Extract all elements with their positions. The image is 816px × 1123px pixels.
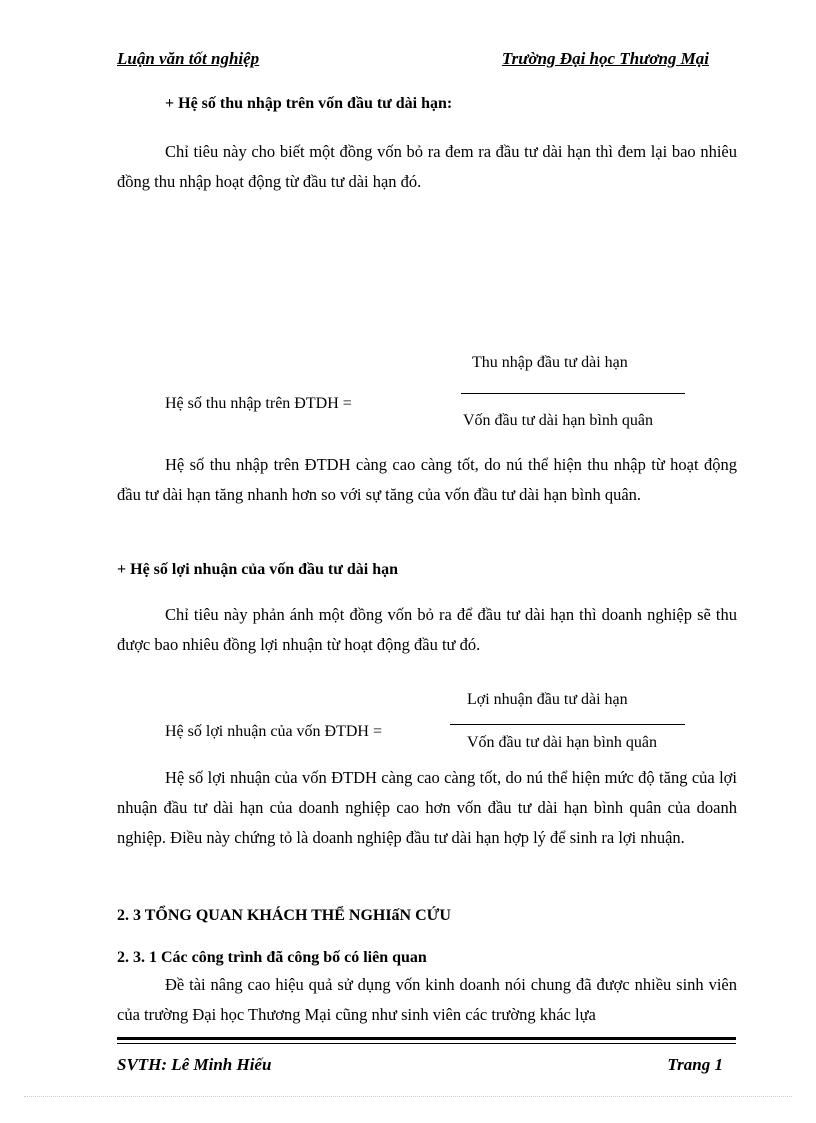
formula1-denominator: Vốn đầu tư dài hạn bình quân [463,412,653,429]
footer-page-number: Trang 1 [667,1055,723,1074]
section-heading-profit-ratio: + Hệ số lợi nhuận của vốn đầu tư dài hạn [117,561,398,578]
paragraph-text: Chỉ tiêu này cho biết một đồng vốn bỏ ra đem ra đầu tư dài hạn thì đem lại bao nhiêu đồng thu nhập hoạt động từ đầu tư dài hạn đó. [117,142,737,191]
header-left-title: Luận văn tốt nghiệp [117,49,260,68]
section-heading-overview: 2. 3 TỔNG QUAN KHÁCH THỂ NGHIấN CỨU [117,907,451,924]
formula2-numerator: Lợi nhuận đầu tư dài hạn [467,691,628,708]
formula2-label: Hệ số lợi nhuận của vốn ĐTDH = [165,723,382,740]
footer-rule-thin [117,1043,736,1044]
formula2-fraction-line [450,724,685,725]
paragraph-published-works [117,970,737,1030]
paragraph-text: Hệ số lợi nhuận của vốn ĐTDH càng cao càng tốt, do nú thể hiện mức độ tăng của lợi nhuận đầu tư dài hạn của doanh nghiệp cao hơn vốn đầu tư dài hạn bình quân của doanh nghiệp. Điều này chứng tỏ là doanh nghiệp đầu tư dài hạn hợp lý để sinh ra lợi nhuận. [117,768,737,847]
footer-author: SVTH: Lê Minh Hiếu [117,1055,272,1074]
page-boundary-divider [24,1096,792,1097]
section-heading-income-ratio: + Hệ số thu nhập trên vốn đầu tư dài hạn: [165,95,453,112]
paragraph-text: Hệ số thu nhập trên ĐTDH càng cao càng tốt, do nú thể hiện thu nhập từ hoạt động đầu tư dài hạn tăng nhanh hơn so với sự tăng của vốn đầu tư dài hạn bình quân. [117,455,737,504]
paragraph-income-ratio [117,137,737,197]
section-heading-published-works: 2. 3. 1 Các công trình đã công bố có liên quan [117,949,427,966]
formula1-label: Hệ số thu nhập trên ĐTDH = [165,395,352,412]
paragraph-profit-explanation [117,763,737,853]
formula1-numerator: Thu nhập đầu tư dài hạn [472,354,628,371]
footer-rule-thick [117,1037,736,1040]
formula2-denominator: Vốn đầu tư dài hạn bình quân [467,734,657,751]
paragraph-income-explanation [117,450,737,510]
paragraph-text: Chỉ tiêu này phản ánh một đồng vốn bỏ ra để đầu tư dài hạn thì doanh nghiệp sẽ thu được bao nhiêu đồng lợi nhuận từ hoạt động đầu tư đó. [117,605,737,654]
paragraph-text: Đề tài nâng cao hiệu quả sử dụng vốn kinh doanh nói chung đã được nhiều sinh viên của trường Đại học Thương Mại cũng như sinh viên các trường khác lựa [117,975,737,1024]
formula1-fraction-line [461,393,685,394]
paragraph-profit-ratio [117,600,737,660]
header-right-title: Trường Đại học Thương Mại [501,49,709,68]
